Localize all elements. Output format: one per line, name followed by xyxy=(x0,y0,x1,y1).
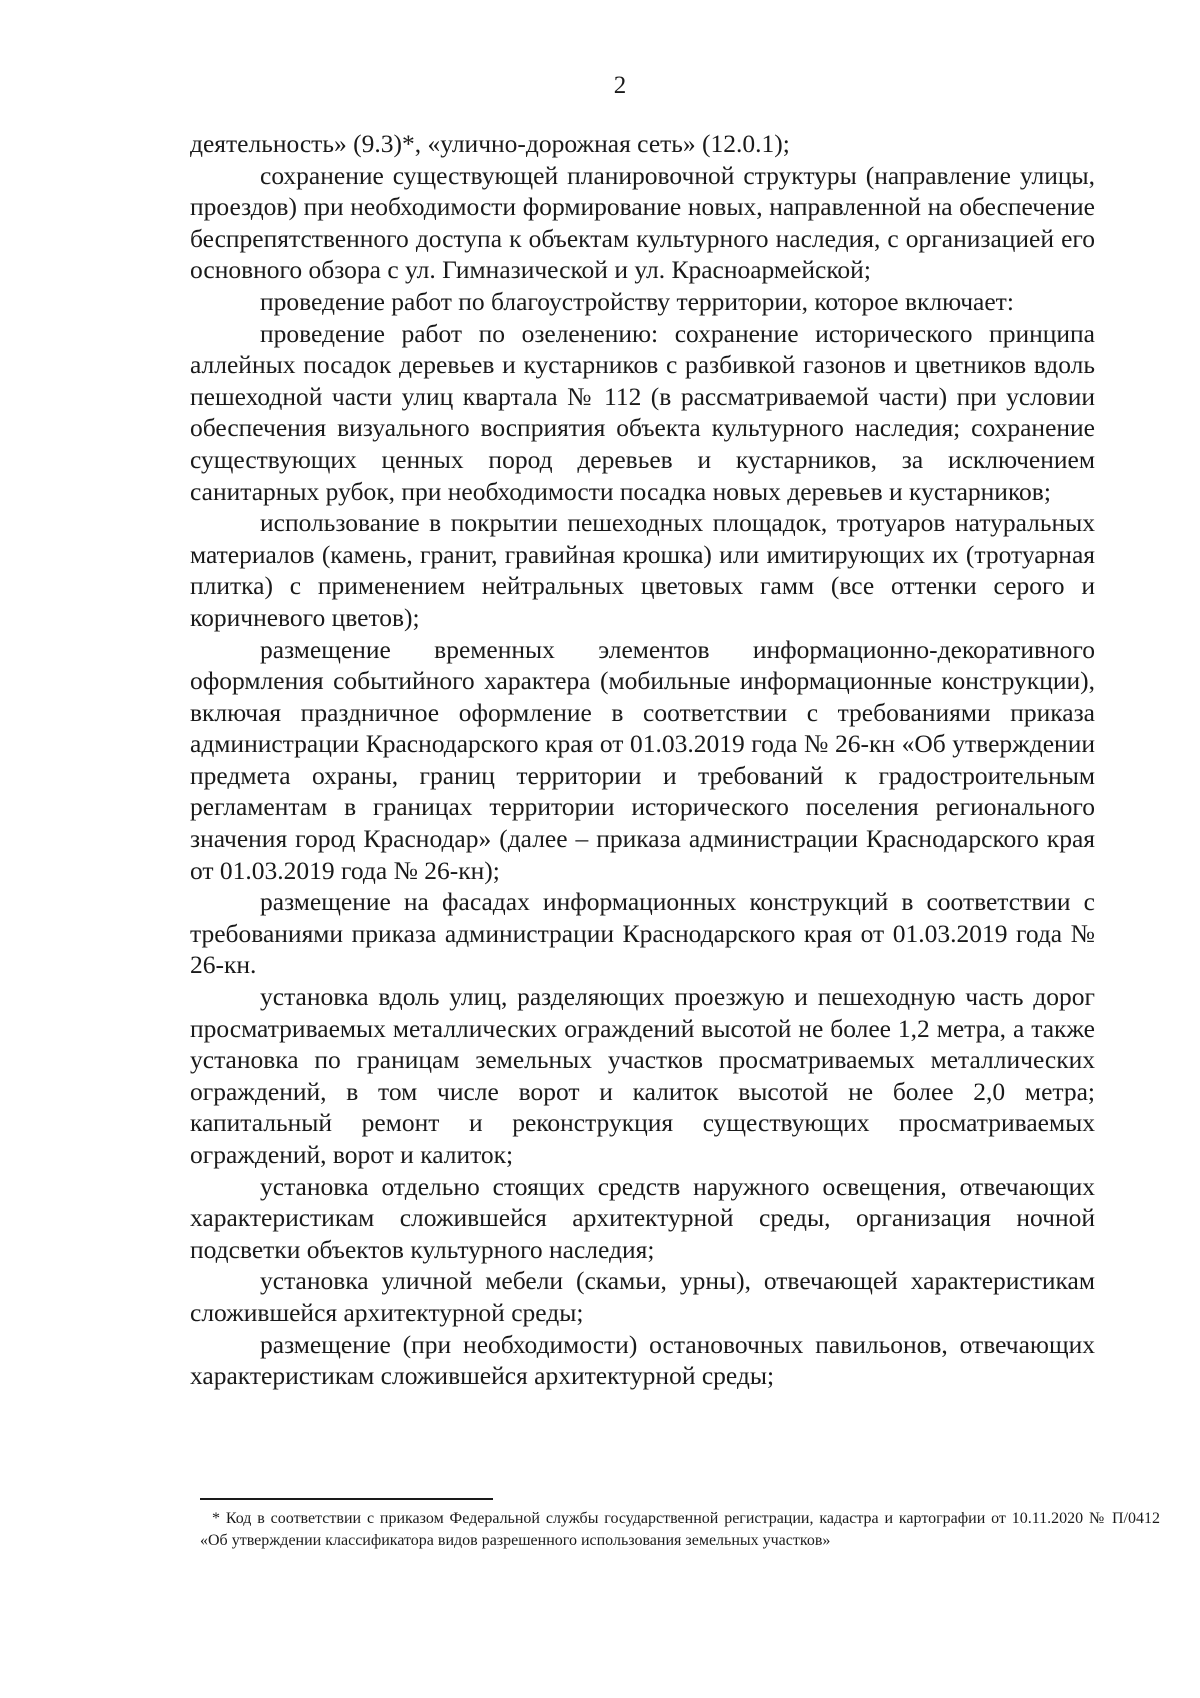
paragraph-planning-structure: сохранение существующей планировочной структуры (направление улицы, проездов) при необходимости формирование новых, направленной на обеспечение беспрепятственного доступа к объектам культурного наследия, с организацией его основного обзора с ул. Гимназической и ул. Красноармейской; xyxy=(190,160,1095,285)
paragraph-continuation: деятельность» (9.3)*, «улично-дорожная сеть» (12.0.1); xyxy=(190,129,790,158)
paragraph-paving-materials: использование в покрытии пешеходных площадок, тротуаров натуральных материалов (камень, гранит, гравийная крошка) или имитирующих их (тротуарная плитка) с применением нейтральных цветовых гамм (все оттенки серого и коричневого цветов); xyxy=(190,508,1095,632)
paragraph-landscaping-intro: проведение работ по благоустройству территории, которое включает: xyxy=(260,286,1014,316)
document-body xyxy=(190,128,1095,1392)
paragraph-street-furniture: установка уличной мебели (скамьи, урны), отвечающей характеристикам сложившейся архитектурной среды; xyxy=(190,1266,1095,1327)
paragraph-fences: установка вдоль улиц, разделяющих проезжую и пешеходную часть дорог просматриваемых металлических ограждений высотой не более 1,2 метра, а также установка по границам земельных участков просматриваемых металлических ограждений, в том числе ворот и калиток высотой не более 2,0 метра; капитальный ремонт и реконструкция существующих просматриваемых ограждений, ворот и калиток; xyxy=(190,982,1095,1169)
page-number: 2 xyxy=(613,72,627,99)
footnote: * Код в соответствии с приказом Федеральной службы государственной регистрации, кадастра и картографии от 10.11.2020 № П/0412 «Об утверждении классификатора видов разрешенного использования земельных участков» xyxy=(200,1510,1160,1549)
paragraph-temporary-decor: размещение временных элементов информационно-декоративного оформления событийного характера (мобильные информационные конструкции), включая праздничное оформление в соответствии с требованиями приказа администрации Краснодарского края от 01.03.2019 года № 26-кн «Об утверждении предмета охраны, границ территории и требований к градостроительным регламентам в границах территории исторического поселения регионального значения город Краснодар» (далее – приказа администрации Краснодарского края от 01.03.2019 года № 26-кн); xyxy=(190,634,1095,885)
paragraph-facade-signage: размещение на фасадах информационных конструкций в соответствии с требованиями приказа администрации Краснодарского края от 01.03.2019 года № 26-кн. xyxy=(190,887,1095,980)
paragraph-greening: проведение работ по озеленению: сохранение исторического принципа аллейных посадок деревьев и кустарников с разбивкой газонов и цветников вдоль пешеходной части улиц квартала № 112 (в рассматриваемой части) при условии обеспечения визуального восприятия объекта культурного наследия; сохранение существующих ценных пород деревьев и кустарников, за исключением санитарных рубок, при необходимости посадка новых деревьев и кустарников; xyxy=(190,318,1095,506)
paragraph-lighting: установка отдельно стоящих средств наружного освещения, отвечающих характеристикам сложившейся архитектурной среды, организация ночной подсветки объектов культурного наследия; xyxy=(190,1171,1095,1264)
footnote-separator xyxy=(200,1498,493,1500)
paragraph-bus-pavilions: размещение (при необходимости) остановочных павильонов, отвечающих характеристикам сложившейся архитектурной среды; xyxy=(190,1329,1095,1391)
